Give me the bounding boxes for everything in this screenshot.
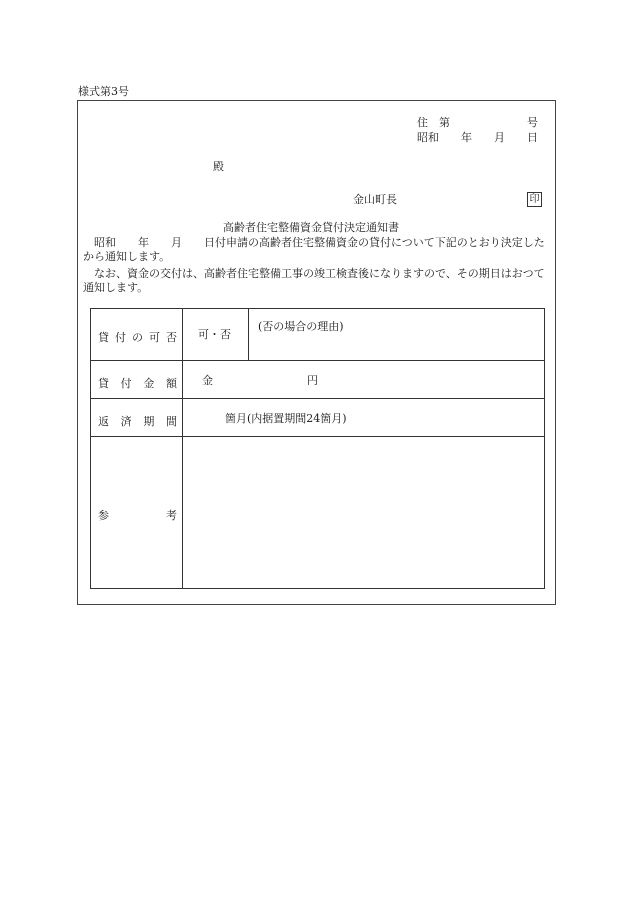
label-character: 貸: [98, 331, 109, 344]
loan-amount-header-cell: [90, 360, 183, 399]
label-character: 返: [98, 415, 109, 428]
label-character: 否: [166, 331, 177, 344]
repayment-period-value: 箇月(内据置期間24箇月): [225, 412, 347, 425]
label-character: 済: [120, 415, 132, 428]
loan-approval-label: [98, 329, 177, 345]
decision-paragraph: 昭和 年 月 日付申請の高齢者住宅整備資金の貸付について下記のとおり決定したから通知します。: [83, 236, 545, 263]
label-character: 額: [165, 377, 177, 390]
label-character: 間: [165, 415, 177, 428]
repayment-period-label: [98, 413, 177, 429]
label-character: 貸: [98, 377, 109, 390]
issuer-name: 金山町長: [353, 193, 397, 206]
label-character: 付: [120, 377, 132, 390]
amount-unit: 円: [307, 374, 318, 387]
label-character: 付: [115, 331, 126, 344]
loan-amount-cell: [182, 360, 545, 399]
repayment-period-header-cell: [90, 398, 183, 437]
rejection-reason-label: (否の場合の理由): [258, 320, 344, 333]
document-date-line: 昭和 年 月 日: [417, 131, 538, 144]
disbursement-paragraph: なお、資金の交付は、高齢者住宅整備工事の竣工検査後になりますので、その期日はおつて通知します。: [83, 267, 545, 294]
document-title: 高齢者住宅整備資金貸付決定通知書: [223, 221, 399, 234]
label-character: 期: [143, 415, 155, 428]
addressee-honorific: 殿: [213, 160, 224, 173]
label-character: の: [132, 331, 143, 344]
approval-choice-cell: [182, 308, 249, 361]
notice-frame: [77, 100, 556, 605]
label-character: 考: [166, 509, 177, 522]
seal-mark: 印: [527, 192, 542, 207]
label-character: 金: [143, 377, 155, 390]
document-number-line: 住 第 号: [417, 116, 538, 129]
remarks-header-cell: [90, 436, 183, 589]
label-character: 参: [98, 509, 109, 522]
repayment-period-cell: [182, 398, 545, 437]
loan-amount-label: [98, 375, 177, 391]
label-character: 可: [149, 331, 160, 344]
approval-choice: 可・否: [198, 328, 231, 341]
amount-prefix: 金: [202, 374, 213, 387]
loan-approval-header-cell: [90, 308, 183, 361]
form-number: 様式第3号: [78, 85, 129, 98]
loan-details-table: [90, 308, 545, 589]
remarks-cell: [182, 436, 545, 589]
remarks-label: [98, 507, 177, 523]
rejection-reason-cell: [248, 308, 545, 361]
